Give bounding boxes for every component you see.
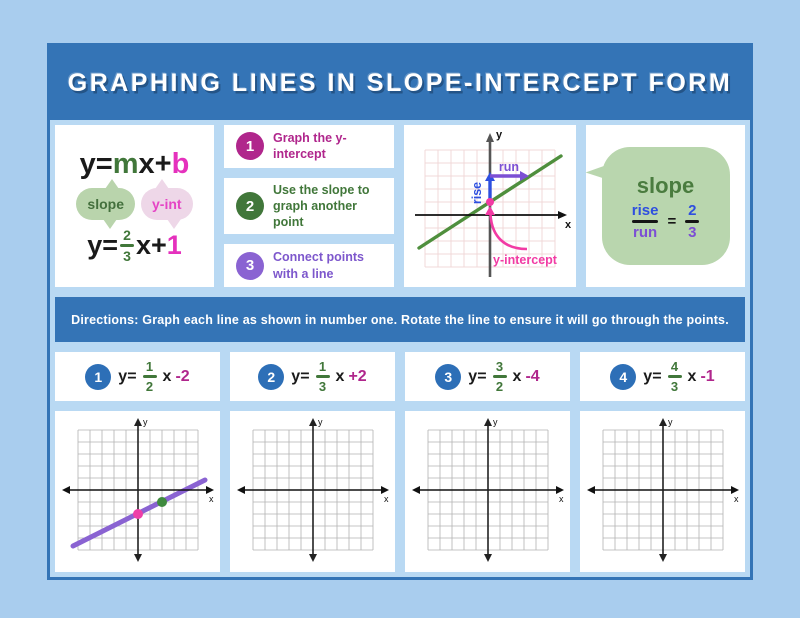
problem-4-text [643, 360, 714, 393]
eq-intercept: -4 [525, 367, 540, 385]
x-axis-arrow-icon [558, 211, 567, 219]
slope-fraction-row [630, 203, 701, 240]
fraction-numerator: 1 [318, 359, 327, 374]
slope-value-fraction [685, 203, 699, 240]
slope-bubble-text: slope [87, 195, 124, 212]
eq-y: y= [468, 367, 487, 385]
bubble-tail-icon [155, 179, 169, 189]
fraction-numerator: 2 [123, 226, 131, 243]
eq-fraction [316, 360, 330, 393]
x-axis-left-arrow-icon [62, 486, 70, 494]
eq-x: x [335, 367, 345, 385]
problem-2-equation [225, 347, 400, 406]
problem-1-grid-card[interactable] [50, 406, 225, 577]
example-graph-card [399, 120, 581, 292]
directions-text: Directions: Graph each line as shown in number one. Rotate the line to ensure it will go through the points. [71, 312, 729, 327]
x-axis-right-arrow-icon [731, 486, 739, 494]
yintercept-point [486, 198, 494, 206]
title-band [50, 46, 750, 120]
example-b: 1 [166, 229, 182, 260]
eq-intercept: -2 [175, 367, 190, 385]
slope-denominator: 3 [688, 223, 697, 241]
problem-1-badge: 1 [85, 364, 111, 390]
problem-1-equation [50, 347, 225, 406]
slope-point [157, 497, 167, 507]
eq-x: x [162, 367, 172, 385]
worksheet-panel [47, 43, 753, 580]
problem-2-text [291, 360, 366, 393]
y-axis-label: y [142, 416, 147, 427]
eq-intercept: +2 [348, 367, 367, 385]
y-axis-top-arrow-icon [659, 418, 667, 426]
x-axis-label: x [565, 219, 572, 231]
x-axis-label: x [558, 493, 563, 504]
problems-row [50, 347, 750, 406]
step-3-text: Connect points with a line [273, 250, 364, 281]
yintercept-arrow-head-icon [485, 206, 495, 215]
x-axis-right-arrow-icon [206, 486, 214, 494]
rise-run-fraction [632, 203, 659, 240]
rise-label: rise [470, 181, 484, 205]
step-1-badge: 1 [236, 132, 264, 160]
bubble-tail-icon [103, 219, 117, 229]
fraction-denominator: 2 [495, 379, 504, 394]
example-equation [87, 228, 182, 263]
yintercept-callout-line [491, 215, 528, 249]
grids-row [50, 406, 750, 577]
fraction-numerator: 1 [145, 359, 154, 374]
x-axis-label: x [733, 493, 738, 504]
x-axis-label: x [208, 493, 213, 504]
steps-column [219, 120, 399, 292]
problem-2-grid[interactable] [231, 416, 395, 568]
fraction-bar [316, 375, 330, 378]
label-bubbles [76, 188, 192, 220]
yint-bubble-label [141, 188, 193, 220]
y-axis-bottom-arrow-icon [484, 554, 492, 562]
eq-y: y= [118, 367, 137, 385]
fraction-denominator: 3 [670, 379, 679, 394]
y-axis-arrow-icon [486, 133, 494, 142]
problem-2-badge: 2 [258, 364, 284, 390]
y-axis-bottom-arrow-icon [309, 554, 317, 562]
example-fraction [120, 228, 134, 263]
step-1 [219, 120, 399, 173]
example-graph [405, 127, 575, 285]
example-x-plus: x+ [135, 229, 167, 260]
step-3-badge: 3 [236, 252, 264, 280]
fraction-denominator: 3 [123, 247, 131, 264]
problem-3-grid-card[interactable] [400, 406, 575, 577]
bubble-tail-icon [585, 153, 616, 180]
problem-4-equation [575, 347, 750, 406]
y-axis-label: y [317, 416, 322, 427]
y-axis-top-arrow-icon [484, 418, 492, 426]
slope-definition-card [581, 120, 750, 292]
step-1-text: Graph the y-intercept [273, 131, 347, 162]
slope-intercept-formula [79, 147, 190, 180]
problem-4-badge: 4 [610, 364, 636, 390]
example-y-equals: y= [87, 229, 118, 260]
x-axis-right-arrow-icon [556, 486, 564, 494]
y-axis-label: y [667, 416, 672, 427]
y-axis-label: y [492, 416, 497, 427]
y-axis-top-arrow-icon [309, 418, 317, 426]
formula-y-equals: y= [79, 147, 113, 180]
y-axis-bottom-arrow-icon [659, 554, 667, 562]
fraction-denominator: 3 [318, 379, 327, 394]
fraction-numerator: 3 [495, 359, 504, 374]
problem-4-grid-card[interactable] [575, 406, 750, 577]
y-axis-label: y [496, 129, 503, 141]
bubble-tail-icon [167, 219, 181, 229]
page-title: GRAPHING LINES IN SLOPE-INTERCEPT FORM [67, 68, 733, 97]
slope-speech-bubble [602, 147, 730, 265]
yintercept-label: y-intercept [493, 253, 557, 267]
eq-intercept: -1 [700, 367, 715, 385]
problem-3-grid[interactable] [406, 416, 570, 568]
fraction-bar [143, 375, 157, 378]
formula-m: m [112, 147, 139, 180]
y-axis-bottom-arrow-icon [134, 554, 142, 562]
slope-title: slope [636, 172, 695, 198]
x-axis-left-arrow-icon [587, 486, 595, 494]
problem-3-text [468, 360, 539, 393]
fraction-bar [632, 220, 659, 223]
bubble-tail-icon [105, 179, 119, 189]
problem-4-grid[interactable] [581, 416, 745, 568]
step-3 [219, 239, 399, 292]
problem-2-grid-card[interactable] [225, 406, 400, 577]
run-label: run [498, 160, 520, 174]
eq-fraction [668, 360, 682, 393]
problem-1-text [118, 360, 189, 393]
fraction-bar [685, 220, 699, 223]
eq-x: x [687, 367, 697, 385]
fraction-bar [120, 244, 134, 247]
eq-y: y= [643, 367, 662, 385]
reference-row [50, 120, 750, 292]
x-axis-left-arrow-icon [237, 486, 245, 494]
step-2-text: Use the slope to graph another point [273, 182, 370, 230]
x-axis-label: x [383, 493, 388, 504]
y-intercept-point [133, 509, 143, 519]
run-text: run [633, 223, 658, 241]
fraction-bar [668, 375, 682, 378]
fraction-denominator: 2 [145, 379, 154, 394]
fraction-numerator: 4 [670, 359, 679, 374]
eq-y: y= [291, 367, 310, 385]
formula-x-plus: x+ [138, 147, 172, 180]
x-axis-right-arrow-icon [381, 486, 389, 494]
equals-sign: = [667, 212, 677, 230]
x-axis-left-arrow-icon [412, 486, 420, 494]
step-2 [219, 173, 399, 240]
fraction-bar [493, 375, 507, 378]
problem-3-equation [400, 347, 575, 406]
slope-numerator: 2 [688, 201, 697, 219]
yint-bubble-text: y-int [152, 195, 182, 212]
problem-3-badge: 3 [435, 364, 461, 390]
eq-fraction [493, 360, 507, 393]
step-2-badge: 2 [236, 192, 264, 220]
eq-x: x [512, 367, 522, 385]
y-axis-top-arrow-icon [134, 418, 142, 426]
directions-bar [50, 292, 750, 347]
formula-b: b [171, 147, 190, 180]
eq-fraction [143, 360, 157, 393]
slope-bubble-label [76, 188, 135, 220]
problem-1-grid[interactable] [56, 416, 220, 568]
formula-card [50, 120, 219, 292]
rise-text: rise [631, 201, 659, 219]
